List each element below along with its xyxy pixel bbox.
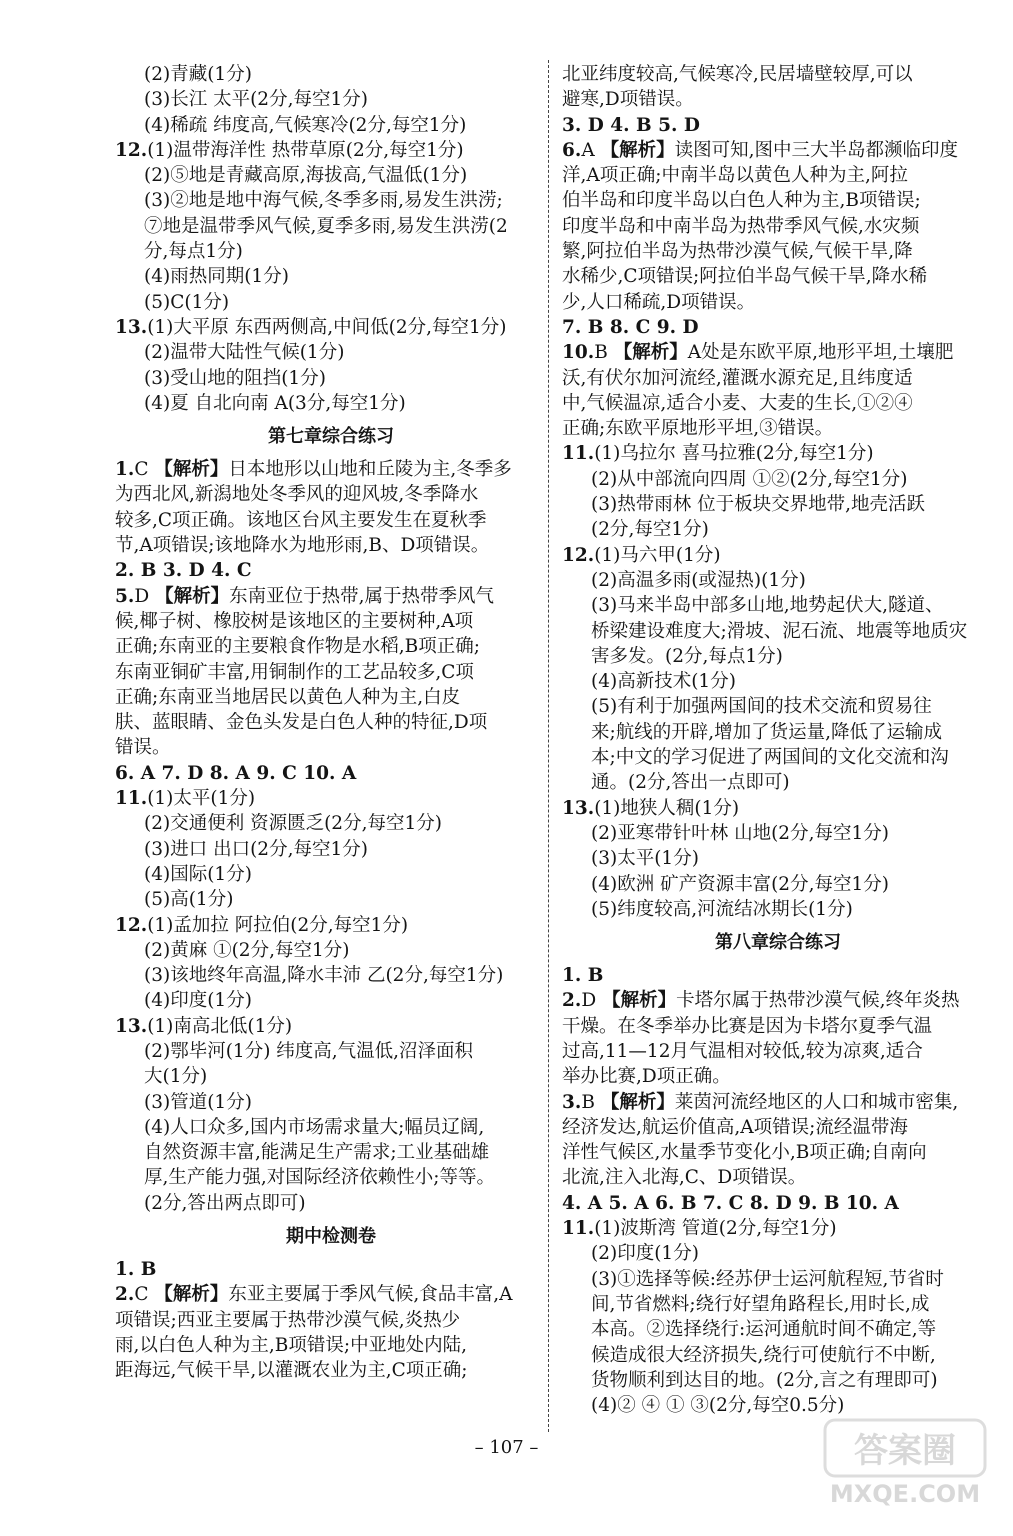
question-number: 13.: [115, 316, 148, 338]
answer-line: 较多,C项正确。该地区台风主要发生在夏秋季: [115, 509, 487, 531]
question-number: 13.: [115, 1015, 148, 1037]
answer-line: 4. A 5. A 6. B 7. C 8. D 9. B 10. A: [562, 1192, 899, 1214]
answer-line: 距海远,气候干旱,以灌溉农业为主,C项正确;: [115, 1360, 468, 1382]
answer-line: 1. B: [562, 965, 604, 987]
answer-line: 项错误;西亚主要属于热带沙漠气候,炎热少: [115, 1309, 461, 1331]
answer-line: 候造成很大经济损失,绕行可使航行不中断,: [591, 1344, 936, 1366]
answer-text: 东亚主要属于季风气候,食品丰富,A: [228, 1284, 513, 1306]
answer-line: 桥梁建设难度大;滑坡、泥石流、地震等地质灾: [591, 620, 968, 642]
answer-line: (3)马来半岛中部多山地,地势起伏大,隧道、: [591, 595, 944, 617]
answer-choice: C: [134, 1284, 149, 1306]
answer-line: (3)②地是地中海气候,冬季多雨,易发生洪涝;: [144, 190, 503, 212]
answer-line: 中,气候温凉,适合小麦、大麦的生长,①②④: [562, 392, 913, 414]
answer-text: (1)波斯湾 管道(2分,每空1分): [594, 1218, 837, 1240]
answer-line: (4)印度(1分): [144, 990, 252, 1012]
answer-item: [115, 138, 547, 163]
answer-line: 正确;东欧平原地形平坦,③错误。: [562, 418, 834, 440]
analysis-tag: 【解析】: [613, 342, 688, 364]
answer-line: (4)雨热同期(1分): [144, 266, 289, 288]
answer-text: (1)南高北低(1分): [147, 1015, 293, 1037]
answer-line: 洋,A项正确;中南半岛以黄色人种为主,阿拉: [562, 165, 908, 187]
answer-line: 东南亚铜矿丰富,用铜制作的工艺品较多,C项: [115, 661, 474, 683]
answer-line: 6. A 7. D 8. A 9. C 10. A: [115, 762, 357, 784]
watermark-logo: [823, 1414, 989, 1514]
answer-line: 印度半岛和中南半岛为热带季风气候,水灾频: [562, 215, 920, 237]
analysis-tag: 【解析】: [600, 139, 675, 161]
answer-line: (4)② ④ ① ③(2分,每空0.5分): [591, 1395, 845, 1417]
answer-text: (1)乌拉尔 喜马拉雅(2分,每空1分): [594, 443, 874, 465]
answer-line: 间,节省燃料;绕行好望角路程长,用时长,成: [591, 1293, 930, 1315]
answer-line: (3)该地终年高温,降水丰沛 乙(2分,每空1分): [144, 965, 504, 987]
answer-line: 2. B 3. D 4. C: [115, 560, 252, 582]
answer-line: 节,A项错误;该地降水为地形雨,B、D项错误。: [115, 535, 490, 557]
answer-line: 错误。: [115, 737, 171, 759]
answer-line: 避寒,D项错误。: [562, 89, 694, 111]
answer-line: 肤、蓝眼睛、金色头发是白色人种的特征,D项: [115, 712, 488, 734]
answer-text: (1)温带海洋性 热带草原(2分,每空1分): [147, 139, 464, 161]
analysis-tag: 【解析】: [600, 1091, 675, 1113]
answer-line: (2)印度(1分): [591, 1243, 699, 1265]
answer-line: 伯半岛和印度半岛以白色人种为主,B项错误;: [562, 190, 921, 212]
analysis-tag: 【解析】: [154, 459, 229, 481]
answer-item: [115, 457, 547, 482]
question-number: 12.: [562, 544, 595, 566]
watermark-url: MXQE.COM: [829, 1480, 981, 1508]
answer-item: [562, 1090, 994, 1115]
answer-line: 货物顺利到达目的地。(2分,言之有理即可): [591, 1369, 938, 1391]
answer-line: (2分,答出两点即可): [144, 1192, 306, 1214]
answer-item: [562, 796, 994, 821]
answer-text: (1)太平(1分): [147, 788, 256, 810]
section-title: 期中检测卷: [286, 1226, 376, 1248]
analysis-tag: 【解析】: [602, 990, 677, 1012]
answer-line: (4)国际(1分): [144, 863, 252, 885]
question-number: 12.: [115, 914, 148, 936]
answer-item: [115, 584, 547, 609]
answer-text: 日本地形以山地和丘陵为主,冬季多: [228, 459, 512, 481]
answer-item: [562, 1216, 994, 1241]
question-number: 11.: [562, 443, 595, 465]
answer-choice: C: [134, 459, 149, 481]
answer-line: 3. D 4. B 5. D: [562, 114, 700, 136]
answer-text: (1)马六甲(1分): [594, 544, 721, 566]
answer-line: 厚,生产能力强,对国际经济依赖性小;等等。: [144, 1167, 495, 1189]
answer-line: (3)热带雨林 位于板块交界地带,地壳活跃: [591, 494, 925, 516]
answer-line: (4)欧洲 矿产资源丰富(2分,每空1分): [591, 873, 889, 895]
answer-line: (2)交通便利 资源匮乏(2分,每空1分): [144, 813, 442, 835]
section-title: 第七章综合练习: [268, 426, 394, 448]
answer-line: (2)黄麻 ①(2分,每空1分): [144, 939, 350, 961]
answer-line: (2)从中部流向四周 ①②(2分,每空1分): [591, 468, 908, 490]
answer-line: (4)人口众多,国内市场需求量大;幅员辽阔,: [144, 1116, 485, 1138]
question-number: 10.: [562, 342, 595, 364]
answer-item: [562, 138, 994, 163]
left-column: [115, 62, 547, 1384]
answer-line: 为西北风,新潟地处冬季风的迎风坡,冬季降水: [115, 484, 479, 506]
answer-line: (2)亚寒带针叶林 山地(2分,每空1分): [591, 822, 889, 844]
answer-line: (5)有利于加强两国间的技术交流和贸易往: [591, 696, 932, 718]
answer-line: 沃,有伏尔加河流经,灌溉水源充足,且纬度适: [562, 367, 913, 389]
answer-text: (1)大平原 东西两侧高,中间低(2分,每空1分): [147, 316, 507, 338]
answer-line: (5)纬度较高,河流结冰期长(1分): [591, 898, 853, 920]
answer-line: (3)受山地的阻挡(1分): [144, 367, 326, 389]
question-number: 5.: [115, 585, 135, 607]
answer-line: 干燥。在冬季举办比赛是因为卡塔尔夏季气温: [562, 1015, 933, 1037]
question-number: 1.: [115, 459, 135, 481]
answer-text: 莱茵河流经地区的人口和城市密集,: [674, 1091, 959, 1113]
answer-item: [115, 315, 547, 340]
answer-text: (1)孟加拉 阿拉伯(2分,每空1分): [147, 914, 409, 936]
answer-line: (2)高温多雨(或湿热)(1分): [591, 569, 806, 591]
answer-choice: D: [581, 990, 597, 1012]
question-number: 2.: [115, 1284, 135, 1306]
answer-line: (5)C(1分): [144, 291, 230, 313]
watermark-main: 答案圈: [854, 1431, 956, 1471]
answer-line: (3)长江 太平(2分,每空1分): [144, 89, 368, 111]
answer-line: 北亚纬度较高,气候寒冷,民居墙壁较厚,可以: [562, 64, 913, 85]
answer-item: [115, 1282, 547, 1307]
question-number: 11.: [562, 1218, 595, 1240]
answer-line: 过高,11—12月气温相对较低,较为凉爽,适合: [562, 1040, 923, 1062]
answer-line: 举办比赛,D项正确。: [562, 1066, 731, 1088]
answer-line: 来;航线的开辟,增加了货运量,降低了运输成: [591, 721, 942, 743]
answer-choice: D: [134, 585, 150, 607]
answer-line: 分,每点1分): [144, 241, 243, 263]
answer-text: 读图可知,图中三大半岛都濒临印度: [674, 139, 958, 161]
answer-line: 1. B: [115, 1259, 157, 1281]
answer-line: ⑦地是温带季风气候,夏季多雨,易发生洪涝(2: [144, 215, 508, 237]
answer-line: (2)⑤地是青藏高原,海拔高,气温低(1分): [144, 165, 468, 187]
question-number: 3.: [562, 1091, 582, 1113]
answer-line: (4)夏 自北向南 A(3分,每空1分): [144, 392, 406, 414]
answer-line: 水稀少,C项错误;阿拉伯半岛气候干旱,降水稀: [562, 266, 928, 288]
question-number: 11.: [115, 788, 148, 810]
question-number: 6.: [562, 139, 582, 161]
answer-line: (2分,每空1分): [591, 519, 709, 541]
answer-line: 繁,阿拉伯半岛为热带沙漠气候,气候干旱,降: [562, 241, 913, 263]
question-number: 2.: [562, 990, 582, 1012]
answer-line: 7. B 8. C 9. D: [562, 316, 699, 338]
answer-line: 自然资源丰富,能满足生产需求;工业基础雄: [144, 1142, 490, 1164]
answer-line: 经济发达,航运价值高,A项错误;流经温带海: [562, 1116, 908, 1138]
answer-line: 洋性气候区,水量季节变化小,B项正确;自南向: [562, 1142, 927, 1164]
answer-text: 卡塔尔属于热带沙漠气候,终年炎热: [676, 990, 960, 1012]
question-number: 13.: [562, 797, 595, 819]
answer-line: 通。(2分,答出一点即可): [591, 772, 790, 794]
answer-line: 本;中文的学习促进了两国间的文化交流和沟: [591, 747, 949, 769]
answer-item: [562, 340, 994, 365]
question-number: 12.: [115, 139, 148, 161]
section-title: 第八章综合练习: [715, 932, 841, 954]
analysis-tag: 【解析】: [154, 1284, 229, 1306]
answer-line: 正确;东南亚的主要粮食作物是水稻,B项正确;: [115, 636, 480, 658]
answer-choice: B: [594, 342, 608, 364]
answer-item: [115, 786, 547, 811]
answer-line: 本高。②选择绕行:运河通航时间不确定,等: [591, 1319, 937, 1341]
answer-line: (2)温带大陆性气候(1分): [144, 342, 345, 364]
answer-item: [562, 988, 994, 1013]
answer-line: (3)太平(1分): [591, 848, 699, 870]
answer-line: 候,椰子树、橡胶树是该地区的主要树种,A项: [115, 610, 474, 632]
answer-line: (4)稀疏 纬度高,气候寒冷(2分,每空1分): [144, 114, 467, 136]
answer-text: 东南亚位于热带,属于热带季风气: [229, 585, 494, 607]
answer-line: (3)①选择等候:经苏伊士运河航程短,节省时: [591, 1268, 944, 1290]
answer-item: [115, 1014, 547, 1039]
answer-line: 雨,以白色人种为主,B项错误;中亚地处内陆,: [115, 1334, 467, 1356]
answer-choice: A: [581, 139, 595, 161]
analysis-tag: 【解析】: [155, 585, 230, 607]
answer-line: (2)鄂毕河(1分) 纬度高,气温低,沼泽面积: [144, 1040, 474, 1062]
answer-line: 少,人口稀疏,D项错误。: [562, 291, 756, 313]
column-divider: [548, 60, 549, 1432]
answer-line: (2)青藏(1分): [144, 64, 252, 85]
answer-line: 正确;东南亚当地居民以黄色人种为主,白皮: [115, 686, 461, 708]
answer-text: A处是东欧平原,地形平坦,土壤肥: [687, 342, 954, 364]
answer-line: (3)进口 出口(2分,每空1分): [144, 838, 368, 860]
answer-item: [562, 441, 994, 466]
answer-choice: B: [581, 1091, 595, 1113]
answer-line: 害多发。(2分,每点1分): [591, 645, 783, 667]
answer-item: [115, 913, 547, 938]
page-number: – 107 –: [474, 1437, 539, 1458]
answer-line: (5)高(1分): [144, 889, 234, 911]
answer-line: (3)管道(1分): [144, 1091, 252, 1113]
answer-text: (1)地狭人稠(1分): [594, 797, 740, 819]
right-column: [562, 62, 994, 1418]
answer-item: [562, 543, 994, 568]
answer-line: 北流,注入北海,C、D项错误。: [562, 1167, 807, 1189]
answer-line: (4)高新技术(1分): [591, 671, 736, 693]
answer-line: 大(1分): [144, 1066, 208, 1088]
